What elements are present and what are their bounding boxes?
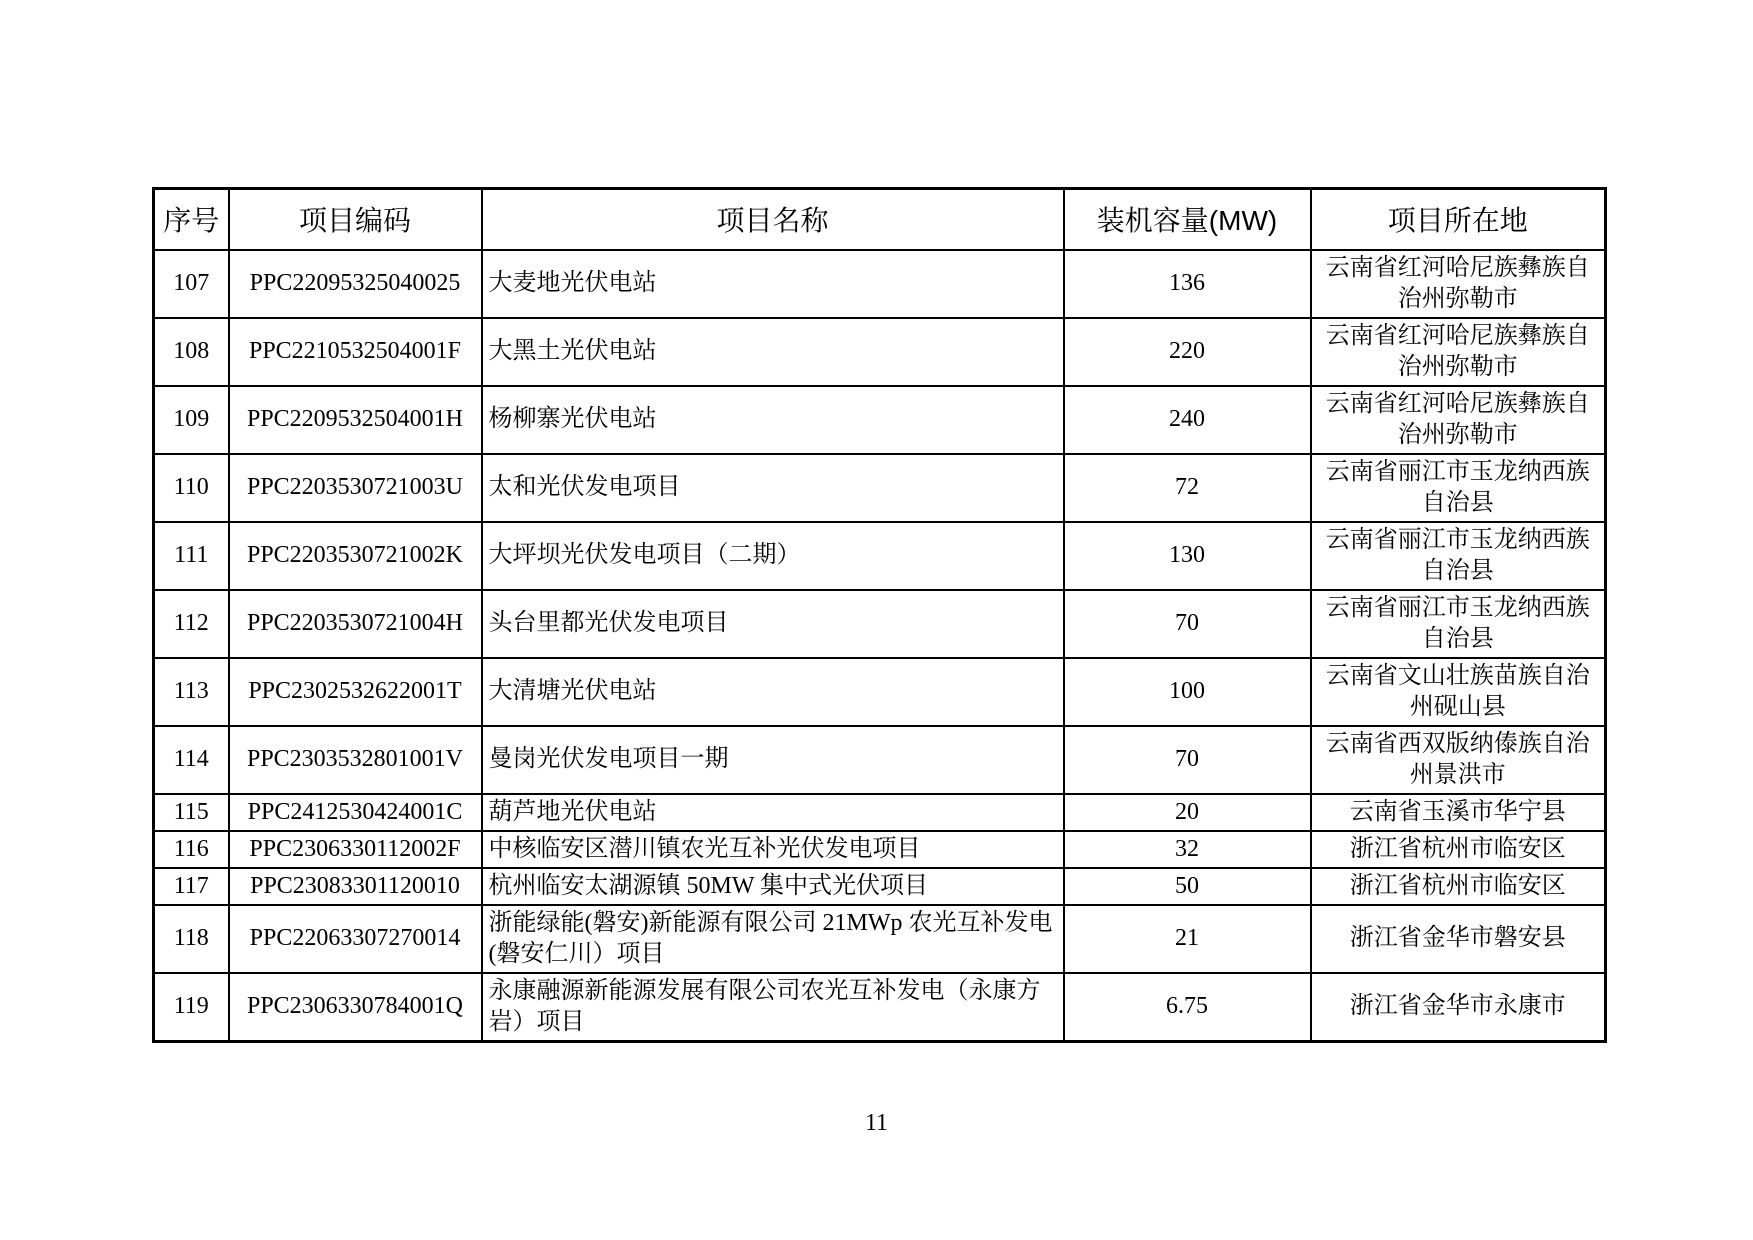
cell-index: 111: [154, 522, 229, 590]
cell-index: 117: [154, 868, 229, 905]
cell-name: 大麦地光伏电站: [482, 250, 1064, 318]
table-row: [154, 590, 1606, 658]
cell-code: PPC22063307270014: [229, 905, 482, 973]
cell-name: 杭州临安太湖源镇 50MW 集中式光伏项目: [482, 868, 1064, 905]
cell-location: 浙江省杭州市临安区: [1311, 831, 1606, 868]
cell-capacity: 70: [1064, 590, 1311, 658]
cell-name: 葫芦地光伏电站: [482, 794, 1064, 831]
table-row: [154, 522, 1606, 590]
cell-location: 浙江省杭州市临安区: [1311, 868, 1606, 905]
table-row: [154, 868, 1606, 905]
cell-capacity: 21: [1064, 905, 1311, 973]
cell-index: 114: [154, 726, 229, 794]
cell-name: 中核临安区潜川镇农光互补光伏发电项目: [482, 831, 1064, 868]
cell-index: 109: [154, 386, 229, 454]
cell-location: 浙江省金华市磐安县: [1311, 905, 1606, 973]
cell-index: 119: [154, 973, 229, 1042]
cell-capacity: 220: [1064, 318, 1311, 386]
cell-capacity: 72: [1064, 454, 1311, 522]
cell-name: 大黑土光伏电站: [482, 318, 1064, 386]
cell-name: 曼岗光伏发电项目一期: [482, 726, 1064, 794]
column-header-capacity: 装机容量(MW): [1064, 189, 1311, 250]
cell-index: 108: [154, 318, 229, 386]
table-row: [154, 658, 1606, 726]
table-row: [154, 726, 1606, 794]
cell-index: 118: [154, 905, 229, 973]
cell-name: 浙能绿能(磐安)新能源有限公司 21MWp 农光互补发电(磐安仁川）项目: [482, 905, 1064, 973]
table-header-row: [154, 189, 1606, 250]
cell-name: 永康融源新能源发展有限公司农光互补发电（永康方岩）项目: [482, 973, 1064, 1042]
cell-location: 云南省西双版纳傣族自治州景洪市: [1311, 726, 1606, 794]
cell-capacity: 32: [1064, 831, 1311, 868]
table-row: [154, 831, 1606, 868]
column-header-index: 序号: [154, 189, 229, 250]
cell-index: 113: [154, 658, 229, 726]
cell-capacity: 136: [1064, 250, 1311, 318]
table-body: [154, 250, 1606, 1042]
cell-code: PPC22095325040025: [229, 250, 482, 318]
table-row: [154, 794, 1606, 831]
table-row: [154, 318, 1606, 386]
cell-name: 太和光伏发电项目: [482, 454, 1064, 522]
cell-name: 大坪坝光伏发电项目（二期）: [482, 522, 1064, 590]
cell-capacity: 70: [1064, 726, 1311, 794]
table-row: [154, 905, 1606, 973]
cell-code: PPC2302532622001T: [229, 658, 482, 726]
cell-location: 云南省红河哈尼族彝族自治州弥勒市: [1311, 318, 1606, 386]
cell-code: PPC2303532801001V: [229, 726, 482, 794]
cell-capacity: 130: [1064, 522, 1311, 590]
cell-capacity: 100: [1064, 658, 1311, 726]
cell-name: 头台里都光伏发电项目: [482, 590, 1064, 658]
cell-code: PPC23083301120010: [229, 868, 482, 905]
table-row: [154, 250, 1606, 318]
cell-index: 116: [154, 831, 229, 868]
cell-code: PPC2306330784001Q: [229, 973, 482, 1042]
cell-location: 云南省丽江市玉龙纳西族自治县: [1311, 522, 1606, 590]
cell-index: 107: [154, 250, 229, 318]
cell-index: 110: [154, 454, 229, 522]
column-header-name: 项目名称: [482, 189, 1064, 250]
column-header-code: 项目编码: [229, 189, 482, 250]
cell-code: PPC2412530424001C: [229, 794, 482, 831]
cell-location: 云南省玉溪市华宁县: [1311, 794, 1606, 831]
column-header-location: 项目所在地: [1311, 189, 1606, 250]
cell-code: PPC2203530721002K: [229, 522, 482, 590]
cell-capacity: 20: [1064, 794, 1311, 831]
table-row: [154, 973, 1606, 1042]
cell-location: 云南省丽江市玉龙纳西族自治县: [1311, 454, 1606, 522]
cell-location: 云南省文山壮族苗族自治州砚山县: [1311, 658, 1606, 726]
table-row: [154, 454, 1606, 522]
cell-code: PPC2210532504001F: [229, 318, 482, 386]
cell-location: 云南省丽江市玉龙纳西族自治县: [1311, 590, 1606, 658]
cell-capacity: 6.75: [1064, 973, 1311, 1042]
cell-name: 大清塘光伏电站: [482, 658, 1064, 726]
cell-location: 云南省红河哈尼族彝族自治州弥勒市: [1311, 386, 1606, 454]
cell-code: PPC2306330112002F: [229, 831, 482, 868]
cell-index: 112: [154, 590, 229, 658]
cell-index: 115: [154, 794, 229, 831]
cell-name: 杨柳寨光伏电站: [482, 386, 1064, 454]
cell-capacity: 240: [1064, 386, 1311, 454]
cell-code: PPC2209532504001H: [229, 386, 482, 454]
projects-table: [152, 187, 1607, 1043]
table-row: [154, 386, 1606, 454]
cell-code: PPC2203530721003U: [229, 454, 482, 522]
cell-location: 云南省红河哈尼族彝族自治州弥勒市: [1311, 250, 1606, 318]
cell-capacity: 50: [1064, 868, 1311, 905]
page-number: 11: [864, 1110, 889, 1136]
cell-location: 浙江省金华市永康市: [1311, 973, 1606, 1042]
cell-code: PPC2203530721004H: [229, 590, 482, 658]
